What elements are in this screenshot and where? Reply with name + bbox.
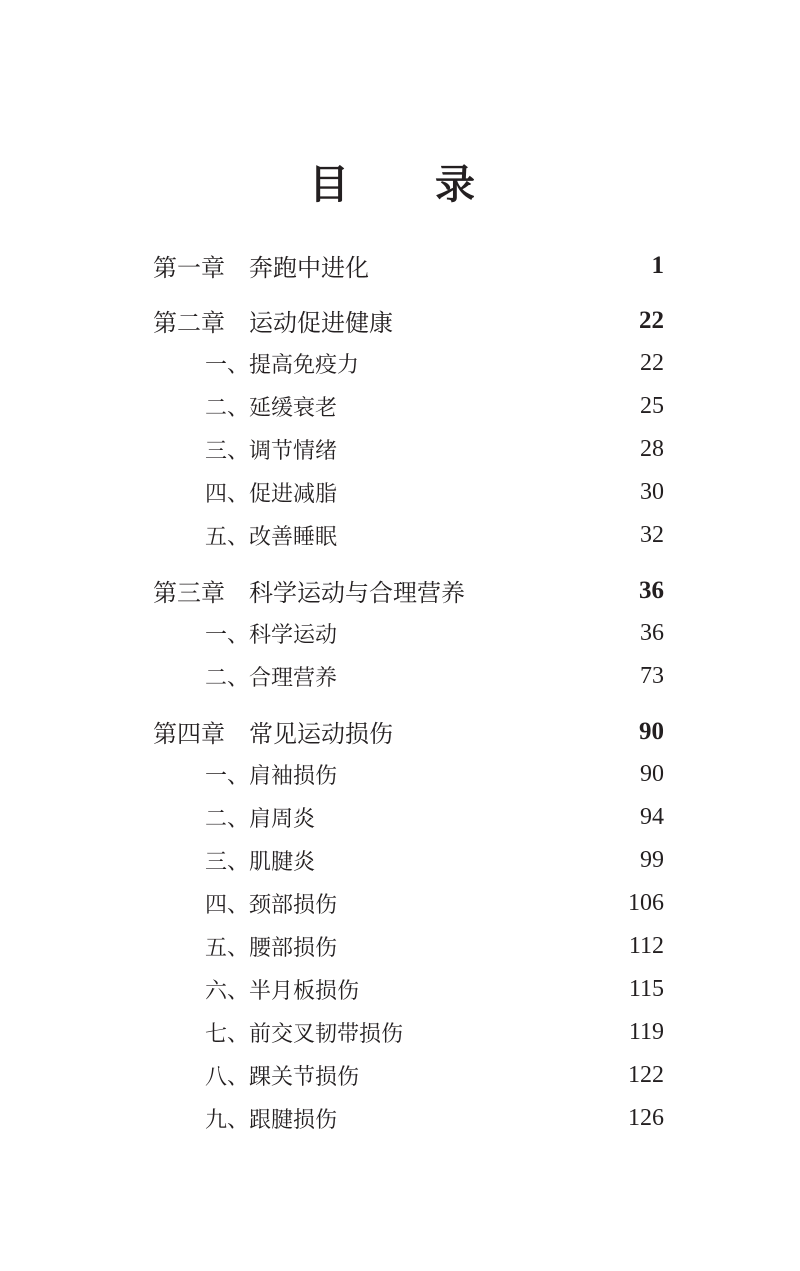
- page-number: 36: [640, 620, 664, 646]
- entry-title: 三、调节情绪: [205, 439, 338, 464]
- toc-section-entry: [153, 655, 664, 698]
- entry-title: 一、科学运动: [205, 623, 338, 648]
- table-of-contents: [153, 244, 664, 1140]
- toc-section-entry: [153, 882, 664, 925]
- page-number: 36: [639, 576, 664, 604]
- page-number: 94: [640, 804, 664, 830]
- toc-section-entry: [153, 342, 664, 385]
- page-number: 112: [628, 933, 664, 959]
- page-number: 25: [640, 393, 664, 419]
- entry-title: 二、延缓衰老: [205, 396, 338, 421]
- toc-section-entry: [153, 925, 664, 968]
- page-number: 1: [651, 251, 664, 279]
- page-number: 28: [640, 436, 664, 462]
- entry-title: 一、提高免疫力: [205, 353, 360, 378]
- toc-chapter-entry: [153, 299, 664, 342]
- page-number: 73: [640, 663, 664, 689]
- toc-section-entry: [153, 968, 664, 1011]
- page-title: 目 录: [309, 161, 511, 208]
- toc-section-entry: [153, 428, 664, 471]
- entry-title: 第一章 奔跑中进化: [153, 254, 369, 282]
- page-number: 90: [640, 761, 664, 787]
- page-number: 106: [628, 890, 664, 916]
- entry-title: 八、踝关节损伤: [205, 1065, 360, 1090]
- entry-title: 一、肩袖损伤: [205, 764, 338, 789]
- entry-title: 第三章 科学运动与合理营养: [153, 579, 465, 607]
- toc-section-entry: [153, 1011, 664, 1054]
- entry-title: 七、前交叉韧带损伤: [205, 1022, 404, 1047]
- page-number: 115: [628, 976, 664, 1002]
- page-number: 90: [639, 717, 664, 745]
- toc-section-entry: [153, 612, 664, 655]
- entry-title: 五、腰部损伤: [205, 936, 338, 961]
- page-number: 122: [628, 1062, 664, 1088]
- toc-section-entry: [153, 1054, 664, 1097]
- entry-title: 二、肩周炎: [205, 807, 316, 832]
- toc-chapter-entry: [153, 244, 664, 287]
- entry-title: 二、合理营养: [205, 666, 338, 691]
- entry-title: 四、促进减脂: [205, 482, 338, 507]
- toc-section-entry: [153, 471, 664, 514]
- page-number: 30: [640, 479, 664, 505]
- entry-title: 六、半月板损伤: [205, 979, 360, 1004]
- page-number: 126: [628, 1105, 664, 1131]
- page-number: 119: [628, 1019, 664, 1045]
- entry-title: 九、跟腱损伤: [205, 1108, 338, 1133]
- page-number: 22: [639, 306, 664, 334]
- page-number: 22: [640, 350, 664, 376]
- entry-title: 第二章 运动促进健康: [153, 309, 393, 337]
- toc-section-entry: [153, 514, 664, 557]
- toc-section-entry: [153, 385, 664, 428]
- entry-title: 四、颈部损伤: [205, 893, 338, 918]
- toc-section-entry: [153, 796, 664, 839]
- toc-chapter-entry: [153, 710, 664, 753]
- toc-section-entry: [153, 1097, 664, 1140]
- toc-section-entry: [153, 839, 664, 882]
- page-number: 32: [640, 522, 664, 548]
- toc-chapter-entry: [153, 569, 664, 612]
- entry-title: 五、改善睡眠: [205, 525, 338, 550]
- entry-title: 三、肌腱炎: [205, 850, 316, 875]
- toc-section-entry: [153, 753, 664, 796]
- page-number: 99: [640, 847, 664, 873]
- entry-title: 第四章 常见运动损伤: [153, 720, 393, 748]
